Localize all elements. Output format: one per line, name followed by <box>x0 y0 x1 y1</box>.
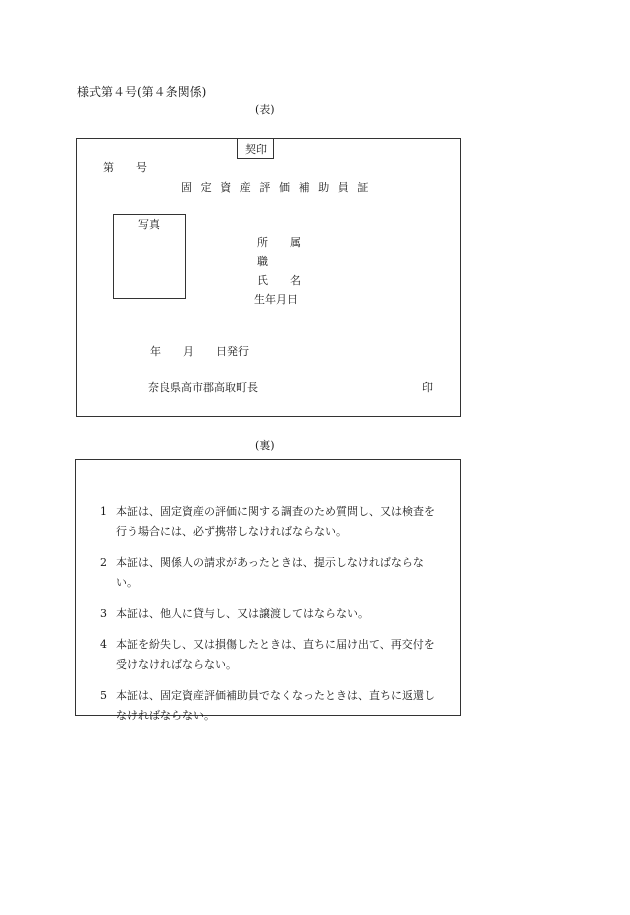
front-label: (表) <box>255 103 275 116</box>
back-label: (裏) <box>255 439 275 452</box>
issue-date: 年 月 日発行 <box>150 345 249 358</box>
form-number: 様式第４号(第４条関係) <box>77 85 207 99</box>
issuer: 奈良県高市郡高取町長 <box>148 381 258 394</box>
card-title: 固定資産評価補助員証 <box>181 181 377 194</box>
note-item <box>100 553 445 593</box>
note-text: 本証は、固定資産評価補助員でなくなったときは、直ちに返還しなければならない。 <box>116 689 435 722</box>
note-number: 5 <box>100 689 107 702</box>
photo-label: 写真 <box>138 218 160 231</box>
notes-list <box>100 502 445 737</box>
field-affiliation: 所 属 <box>257 236 301 249</box>
field-position: 職 <box>257 255 268 268</box>
note-text: 本証は、関係人の請求があったときは、提示しなければならない。 <box>116 556 424 589</box>
issuer-stamp: 印 <box>422 381 433 394</box>
note-text: 本証を紛失し、又は損傷したときは、直ちに届け出て、再交付を受けなければならない。 <box>116 638 435 671</box>
note-text: 本証は、他人に貸与し、又は譲渡してはならない。 <box>116 607 369 620</box>
field-name: 氏 名 <box>257 274 301 287</box>
note-number: 3 <box>100 607 107 620</box>
note-item <box>100 604 445 624</box>
note-text: 本証は、固定資産の評価に関する調査のため質問し、又は検査を行う場合には、必ず携帯しなければならない。 <box>116 505 435 538</box>
seal-label: 契印 <box>245 143 267 156</box>
note-item <box>100 686 445 726</box>
note-number: 2 <box>100 556 107 569</box>
note-number: 1 <box>100 505 107 518</box>
note-item <box>100 635 445 675</box>
note-number: 4 <box>100 638 107 651</box>
number-label: 第 号 <box>103 161 147 174</box>
note-item <box>100 502 445 542</box>
field-birthdate: 生年月日 <box>254 293 298 306</box>
